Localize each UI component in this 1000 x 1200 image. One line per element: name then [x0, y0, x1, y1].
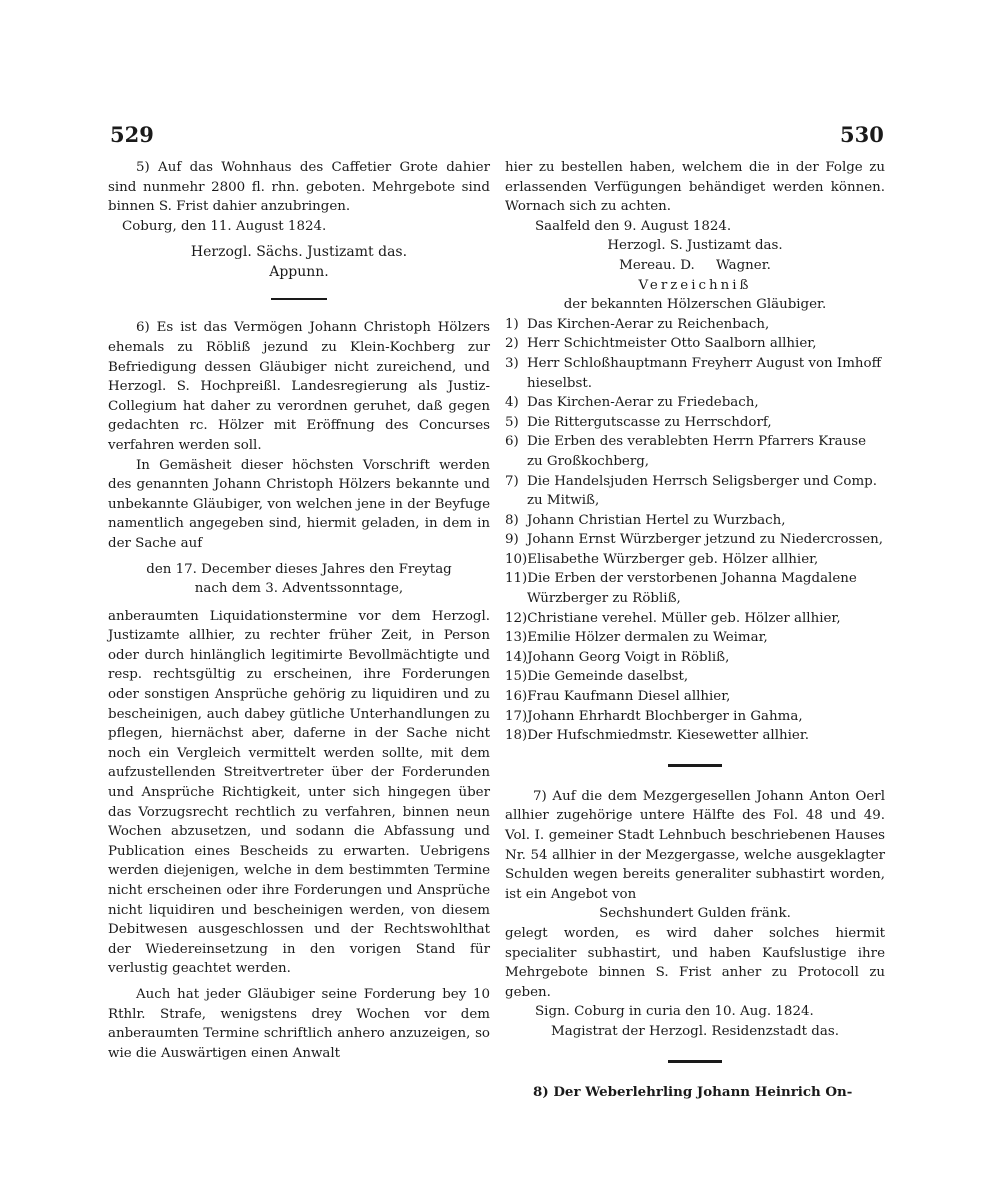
creditor-item [505, 511, 885, 531]
creditor-number: 1) [505, 316, 519, 332]
notice-6-closing: Auch hat jeder Gläubiger seine Forderung bey 10 Rthlr. Strafe, wenigstens drey Wochen vor dem anberaumten Termine schriftlich anhero anzuzeigen, so wie die Auswärtigen einen Anwalt [108, 986, 490, 1061]
notice-5-authority: Herzogl. Sächs. Justizamt das. [190, 244, 408, 261]
notice-6-continuation: hier zu bestellen haben, welchem die in der Folge zu erlassenden Verfügungen behändiget werden können. Wornach sich zu achten. [505, 160, 885, 215]
creditor-number: 6) [505, 434, 519, 450]
creditor-item [505, 315, 885, 335]
creditor-name: Johann Ernst Würzberger jetzund zu Niedercrossen, [527, 532, 884, 548]
notice-6-intro: 6) Es ist das Vermögen Johann Christoph Hölzers ehemals zu Röbliß jezund zu Klein-Kochberg zur Befriedigung dessen Gläubiger nicht zureichend, und Herzogl. S. Hochpreißl. Landesregierung als Justiz-Collegium hat daher zu verordnen geruhet, daß gegen gedachten rc. Hölzer mit Eröffnung des Concurses verfahren werden soll. [108, 320, 490, 453]
creditor-item [505, 648, 885, 668]
creditor-name: Der Hufschmiedmstr. Kiesewetter allhier. [527, 728, 810, 744]
creditor-name: Die Rittergutscasse zu Herrschdorf, [527, 414, 772, 430]
notice-7-authority: Magistrat der Herzogl. Residenzstadt das. [551, 1023, 839, 1039]
creditor-number: 13) [505, 630, 528, 646]
notice-7-text: 7) Auf die dem Mezgergesellen Johann Anton Oerl allhier zugehörige untere Hälfte des Fol. 48 und 49. Vol. I. gemeiner Stadt Lehnbuch beschriebenen Hauses Nr. 54 allhier in der Mezgergasse, welche ausgeklagter Schulden wegen bereits generaliter subhastirt worden, ist ein Angebot von [505, 788, 885, 902]
creditor-name: Die Gemeinde daselbst, [527, 669, 689, 685]
creditor-item [505, 550, 885, 570]
creditor-item [505, 530, 885, 550]
creditor-number: 10) [505, 551, 528, 567]
creditor-item [505, 393, 885, 413]
notice-6-signers: Mereau. D. Wagner. [619, 257, 771, 273]
creditor-number: 9) [505, 532, 519, 548]
creditor-name: Die Handelsjuden Herrsch Seligsberger und Comp. zu Mitwiß, [527, 473, 878, 509]
creditor-number: 11) [505, 571, 528, 587]
creditor-item [505, 707, 885, 727]
notice-7-amount: Sechshundert Gulden fränk. [599, 906, 791, 922]
creditor-number: 2) [505, 336, 519, 352]
section-divider [668, 1060, 722, 1063]
creditor-list-title: Verzeichniß [638, 277, 752, 293]
creditor-name: Johann Christian Hertel zu Wurzbach, [527, 512, 786, 528]
creditor-name: Herr Schloßhauptmann Freyherr August von Imhoff hieselbst. [527, 355, 882, 391]
creditor-item [505, 413, 885, 433]
creditor-item [505, 569, 885, 608]
creditor-name: Frau Kaufmann Diesel allhier, [527, 689, 731, 705]
page-number-left: 529 [110, 122, 154, 147]
creditor-number: 5) [505, 414, 519, 430]
notice-5-signer: Appunn. [269, 264, 329, 281]
creditor-item [505, 472, 885, 511]
creditor-name: Die Erben der verstorbenen Johanna Magdalene Würzberger zu Röbliß, [527, 571, 857, 607]
notice-6-date-saalfeld: Saalfeld den 9. August 1824. [535, 218, 732, 234]
creditor-item [505, 432, 885, 471]
creditor-name: Herr Schichtmeister Otto Saalborn allhier, [527, 336, 817, 352]
section-divider [668, 764, 722, 767]
notice-5-date: Coburg, den 11. August 1824. [122, 218, 327, 234]
creditor-number: 12) [505, 610, 528, 626]
creditor-item [505, 687, 885, 707]
creditor-number: 14) [505, 649, 528, 665]
creditor-number: 7) [505, 473, 519, 489]
creditor-name: Elisabethe Würzberger geb. Hölzer allhier, [527, 551, 819, 567]
creditor-number: 17) [505, 708, 528, 724]
page-number-right: 530 [840, 122, 884, 147]
creditor-number: 8) [505, 512, 519, 528]
creditor-list [505, 315, 885, 746]
creditor-name: Das Kirchen-Aerar zu Friedebach, [527, 395, 759, 411]
creditor-item [505, 628, 885, 648]
creditor-number: 18) [505, 728, 528, 744]
creditor-item [505, 667, 885, 687]
creditor-item [505, 354, 885, 393]
creditor-name: Emilie Hölzer dermalen zu Weimar, [527, 630, 768, 646]
section-divider [271, 298, 327, 300]
notice-8-text: 8) Der Weberlehrling Johann Heinrich On- [533, 1083, 853, 1100]
notice-6-body: anberaumten Liquidationstermine vor dem Herzogl. Justizamte allhier, zu rechter früher Zeit, in Person oder durch hinlänglich legitimirte Bevollmächtigte und resp. rechtsgültig zu erscheinen, ihre Forderungen oder sonstigen Ansprüche gehörig zu liquidiren und zu bescheinigen, auch dabey gütliche Unterhandlungen zu pflegen, hiernächst aber, daferne in der Sache nicht noch ein Vergleich vermittelt werden sollte, mit dem aufzustellenden Streitvertreter über der Forderunden und Ansprüche Richtigkeit, unter sich hingegen über das Vorzugsrecht rechtlich zu verfahren, binnen neun Wochen abzusetzen, und sodann die Abfassung und Publication eines Bescheids zu erwarten. Uebrigens werden diejenigen, welche in dem bestimmten Termine nicht erscheinen oder ihre Forderungen und Ansprüche nicht liquidiren und bescheinigen werden, von diesem Debitwesen ausgeschlossen und der Rechtswohlthat der Wiedereinsetzung in den vorigen Stand für verlustig geachtet werden. [108, 608, 490, 977]
creditor-name: Das Kirchen-Aerar zu Reichenbach, [527, 316, 770, 332]
creditor-number: 16) [505, 689, 528, 705]
notice-6-authority: Herzogl. S. Justizamt das. [607, 238, 783, 254]
creditor-number: 15) [505, 669, 528, 685]
right-column [505, 158, 885, 1102]
notice-7-date: Sign. Coburg in curia den 10. Aug. 1824. [535, 1004, 814, 1020]
creditor-name: Die Erben des verablebten Herrn Pfarrers Krause zu Großkochberg, [527, 434, 867, 469]
creditor-name: Johann Georg Voigt in Röbliß, [527, 649, 730, 665]
creditor-item [505, 726, 885, 746]
creditor-item [505, 334, 885, 354]
creditor-name: Johann Ehrhardt Blochberger in Gahma, [527, 708, 803, 724]
notice-6-summons: In Gemäsheit dieser höchsten Vorschrift werden des genannten Johann Christoph Hölzers bekannte und unbekannte Gläubiger, von welchen jene in der Beyfuge namentlich angegeben sind, hiermit geladen, in dem in der Sache auf [108, 457, 490, 551]
notice-6-date-line: den 17. December dieses Jahres den Freytag nach dem 3. Adventssonntage, [146, 561, 452, 597]
creditor-item [505, 609, 885, 629]
creditor-name: Christiane verehel. Müller geb. Hölzer allhier, [527, 610, 841, 626]
creditor-list-subtitle: der bekannten Hölzerschen Gläubiger. [563, 297, 827, 313]
creditor-number: 3) [505, 355, 519, 371]
notice-7-continuation: gelegt worden, es wird daher solches hiermit specialiter subhastirt, und haben Kaufslustige ihre Mehrgebote binnen S. Frist anher zu Protocoll zu geben. [505, 925, 885, 1000]
left-column [108, 158, 490, 1063]
notice-5-text: 5) Auf das Wohnhaus des Caffetier Grote dahier sind nunmehr 2800 fl. rhn. geboten. Mehrgebote sind binnen S. Frist dahier anzubringen. [108, 160, 490, 215]
creditor-number: 4) [505, 395, 519, 411]
